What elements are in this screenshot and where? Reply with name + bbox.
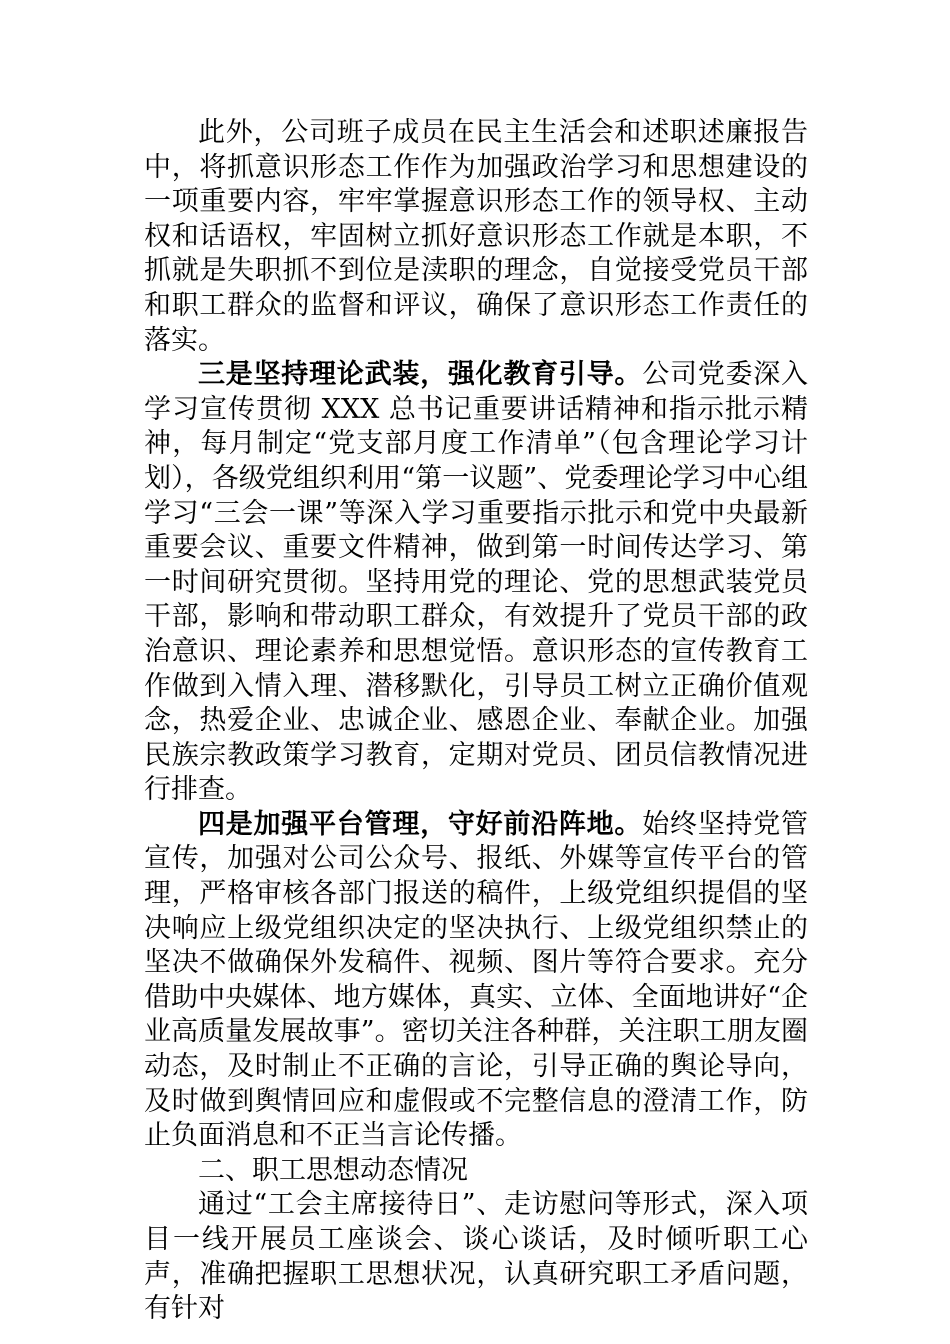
paragraph-platform-management — [144, 808, 808, 1154]
section-heading: 二、职工思想动态情况 — [198, 1154, 468, 1186]
paragraph-lead-heading: 三是坚持理论武装，强化教育引导。 — [198, 359, 643, 391]
paragraph-staff-thoughts — [144, 1188, 808, 1326]
paragraph-text: 公司党委深入学习宣传贯彻 XXX 总书记重要讲话精神和指示批示精神，每月制定“党支部月度工作清单”（包含理论学习计划），各级党组织利用“第一议题”、党委理论学习中心组学习“三会一课”等深入学习重要指示批示和党中央最新重要会议、重要文件精神，做到第一时间传达学习、第一时间研究贯彻。坚持用党的理论、党的思想武装党员干部，影响和带动职工群众，有效提升了党员干部的政治意识、理论素养和思想觉悟。意识形态的宣传教育工作做到入情入理、潜移默化，引导员工树立正确价值观念，热爱企业、忠诚企业、感恩企业、奉献企业。加强民族宗教政策学习教育，定期对党员、团员信教情况进行排查。 — [144, 359, 809, 806]
document-body — [144, 116, 808, 1327]
paragraph-lead-heading: 四是加强平台管理，守好前沿阵地。 — [198, 808, 643, 840]
paragraph-text: 此外，公司班子成员在民主生活会和述职述廉报告中，将抓意识形态工作作为加强政治学习和思想建设的一项重要内容，牢牢掌握意识形态工作的领导权、主动权和话语权，牢固树立抓好意识形态工作就是本职，不抓就是失职抓不到位是渎职的理念，自觉接受党员干部和职工群众的监督和评议，确保了意识形态工作责任的落实。 — [144, 117, 808, 356]
paragraph-responsibility — [144, 116, 808, 358]
paragraph-text: 始终坚持党管宣传，加强对公司公众号、报纸、外媒等宣传平台的管理，严格审核各部门报送的稿件，上级党组织提倡的坚决响应上级党组织决定的坚决执行、上级党组织禁止的坚决不做确保外发稿件、视频、图片等符合要求。充分借助中央媒体、地方媒体，真实、立体、全面地讲好“企业高质量发展故事”。密切关注各种群，关注职工朋友圈动态，及时制止不正确的言论，引导正确的舆论导向，及时做到舆情回应和虚假或不完整信息的澄清工作，防止负面消息和不正当言论传播。 — [144, 808, 809, 1152]
paragraph-theory-education — [144, 358, 808, 808]
paragraph-text: 通过“工会主席接待日”、走访慰问等形式，深入项目一线开展员工座谈会、谈心谈话，及时倾听职工心声，准确把握职工思想状况，认真研究职工矛盾问题，有针对 — [144, 1189, 808, 1325]
